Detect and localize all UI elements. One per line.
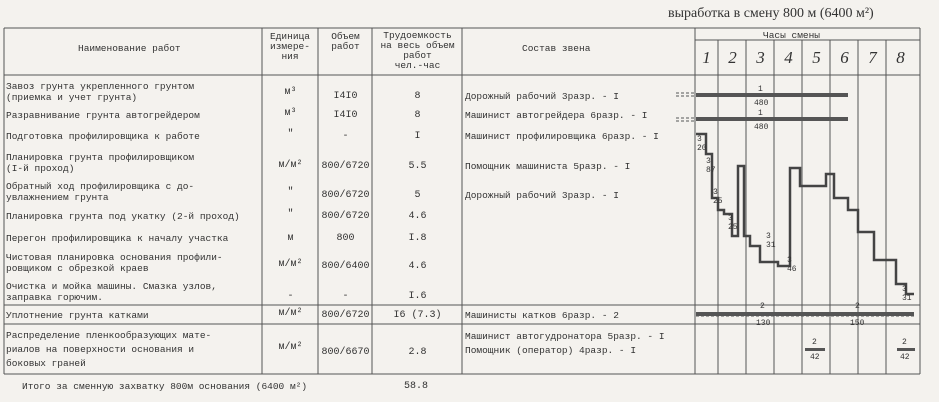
table-row: Чистовая планировка основания профили- ровщиком с обрезкой краев [6, 252, 223, 274]
row-volume: 800/6400 [321, 261, 370, 272]
gantt-label: 3 25 [728, 214, 738, 232]
row-crew: Машинисты катков 6разр. - 2 [465, 310, 619, 321]
gantt-label: 2 [760, 302, 765, 311]
row-unit: м [287, 233, 294, 244]
table-row: Планировка грунта профилировщиком (I-й проход) [6, 152, 195, 174]
gantt-bar-grader [696, 117, 848, 121]
gantt-label: 3 25 [713, 188, 723, 206]
gantt-label: 3 87 [706, 157, 716, 175]
row-labor: 4.6 [408, 261, 427, 272]
productivity-note: выработка в смену 800 м (6400 м²) [668, 6, 874, 21]
header-work-name: Наименование работ [78, 43, 181, 54]
row-unit: " [287, 187, 294, 198]
hour-8: 8 [896, 48, 905, 67]
row-unit: - [287, 291, 294, 302]
table-row: Разравнивание грунта автогрейдером [6, 110, 200, 121]
header-crew: Состав звена [522, 43, 591, 54]
total-label: Итого за сменную захватку 800м основания (6400 м²) [22, 381, 308, 392]
gantt-bar-spread-2 [897, 348, 915, 351]
row-unit: " [287, 129, 294, 140]
gantt-bar-haul [696, 93, 848, 97]
row-labor: 4.6 [408, 211, 427, 222]
table-row: Обратный ход профилировщика с до- увлажнением грунта [6, 181, 195, 203]
row-unit: м/м² [278, 160, 303, 171]
gantt-label: 480 [754, 99, 769, 108]
row-labor: 5.5 [408, 161, 427, 172]
row-volume: 800/6670 [321, 347, 370, 358]
row-volume: - [342, 131, 349, 142]
gantt-bar-rolling [696, 312, 914, 316]
hour-1: 1 [702, 48, 711, 67]
row-volume: - [342, 291, 349, 302]
row-crew: Машинист автогрейдера 6разр. - I [465, 110, 648, 121]
hour-7: 7 [868, 48, 877, 67]
row-crew: Дорожный рабочий 3разр. - I [465, 91, 619, 102]
gantt-label: 2 [902, 338, 907, 347]
gantt-label: 130 [756, 319, 771, 328]
hour-6: 6 [840, 48, 849, 67]
gantt-label: 1 [758, 85, 763, 94]
gantt-label: 42 [810, 353, 820, 362]
table-row: Распределение пленкообразующих мате- риалов на поверхности основания и боковых граней [6, 330, 212, 369]
header-hours: Часы смены [763, 30, 821, 41]
row-labor: 8 [414, 91, 421, 102]
row-volume: 800/6720 [321, 161, 370, 172]
row-volume: 800/6720 [321, 310, 370, 321]
gantt-label: 2 [855, 302, 860, 311]
total-value: 58.8 [403, 381, 428, 392]
row-unit: м/м² [278, 308, 303, 319]
gantt-label: 150 [850, 319, 865, 328]
table-row: Перегон профилировщика к началу участка [6, 233, 229, 244]
row-volume: I4I0 [333, 91, 358, 102]
row-labor: I.8 [408, 233, 427, 244]
gantt-label: 3 20 [697, 135, 707, 153]
gantt-bar-spread-1 [805, 348, 825, 351]
table-row: Очистка и мойка машины. Смазка узлов, заправка горючим. [6, 281, 217, 303]
table-row: Уплотнение грунта катками [6, 310, 149, 321]
row-crew: Дорожный рабочий 3разр. - I [465, 190, 619, 201]
row-crew: Машинист автогудронатора 5разр. - I Помощник (оператор) 4разр. - I [465, 331, 665, 356]
hour-2: 2 [728, 48, 737, 67]
row-labor: I.6 [408, 291, 427, 302]
table-row: Подготовка профилировщика к работе [6, 131, 200, 142]
row-labor: 2.8 [408, 347, 427, 358]
row-unit: " [287, 209, 294, 220]
gantt-label: 42 [900, 353, 910, 362]
row-volume: 800/6720 [321, 190, 370, 201]
row-volume: 800 [336, 233, 355, 244]
row-unit: м/м² [278, 259, 303, 270]
header-labor: Трудоемкость на весь объем работ чел.-час [380, 30, 455, 71]
row-unit: м/м² [278, 342, 303, 353]
hour-3: 3 [756, 48, 765, 67]
row-labor: I [414, 131, 421, 142]
row-crew: Помощник машиниста 5разр. - I [465, 161, 631, 172]
hour-5: 5 [812, 48, 821, 67]
gantt-label: 3 31 [902, 285, 912, 303]
gantt-label: 3 46 [787, 256, 797, 274]
gantt-label: 1 [758, 109, 763, 118]
header-volume: Объем работ [331, 31, 360, 52]
table-row: Завоз грунта укрепленного грунтом (приемка и учет грунта) [6, 81, 195, 103]
row-labor: 5 [414, 190, 421, 201]
row-labor: 8 [414, 110, 421, 121]
gantt-label: 3 31 [766, 232, 776, 250]
table-row: Планировка грунта под укатку (2-й проход) [6, 211, 240, 222]
row-volume: I4I0 [333, 110, 358, 121]
row-unit: м³ [284, 87, 297, 98]
row-unit: м³ [284, 108, 297, 119]
gantt-label: 480 [754, 123, 769, 132]
row-volume: 800/6720 [321, 211, 370, 222]
row-crew: Машинист профилировщика 6разр. - I [465, 131, 659, 142]
gantt-label: 2 [812, 338, 817, 347]
row-labor: I6 (7.3) [393, 310, 442, 321]
header-unit: Единица измере- ния [270, 31, 310, 62]
hour-4: 4 [784, 48, 793, 67]
